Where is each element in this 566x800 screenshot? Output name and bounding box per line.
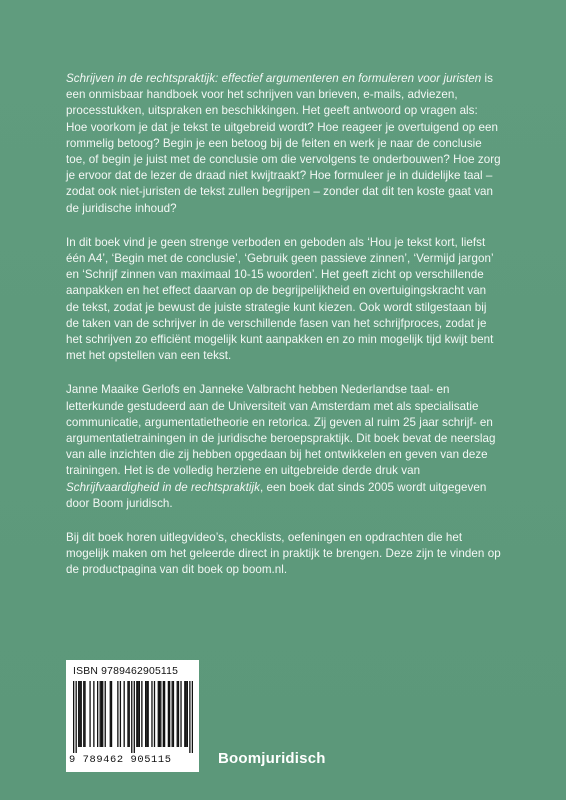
barcode-bar: [184, 681, 185, 747]
barcode-bar: [164, 681, 165, 747]
barcode-bar: [177, 681, 178, 747]
barcode-bar: [79, 681, 80, 747]
barcode-bar: [83, 681, 84, 747]
barcode-bar: [129, 681, 130, 747]
barcode-bar: [76, 681, 77, 753]
barcode-bar: [189, 681, 190, 753]
barcode-bar: [151, 681, 152, 747]
barcode-bar: [146, 681, 147, 747]
barcode-bar: [124, 681, 125, 747]
paragraph-text: , een boek dat sinds 2005 wordt uitgegeven door Boom juridisch.: [66, 480, 487, 510]
barcode-bar: [137, 681, 138, 747]
barcode-bar: [110, 681, 111, 747]
blurb: [66, 71, 502, 597]
barcode-bar: [169, 681, 170, 747]
barcode-bars: [73, 681, 193, 753]
barcode-bar: [134, 681, 135, 753]
isbn-barcode: [66, 660, 199, 772]
barcode-bar: [136, 681, 137, 747]
barcode-bar: [84, 681, 85, 747]
barcode-bar: [158, 681, 159, 747]
barcode-bar: [93, 681, 94, 747]
barcode-bar: [105, 681, 106, 747]
previous-title: Schrijfvaardigheid in de rechtspraktijk: [66, 480, 260, 494]
barcode-bar: [78, 681, 79, 747]
barcode-bar: [192, 681, 193, 753]
barcode-bar: [111, 681, 112, 747]
barcode-bar: [102, 681, 103, 747]
blurb-paragraph-authors: [66, 382, 502, 512]
barcode-bar: [89, 681, 90, 747]
barcode-bar: [187, 681, 188, 747]
isbn-label: ISBN 9789462905115: [73, 666, 179, 677]
barcode-bar: [117, 681, 118, 747]
barcode-bar: [131, 681, 132, 753]
paragraph-text: Bij dit boek horen uitlegvideo’s, checklists, oefeningen en opdrachten die het mogelijk maken om het geleerde direct in praktijk te brengen. Deze zijn te vinden op de productpagina van dit boek op boom.nl.: [66, 531, 501, 577]
barcode-bar: [73, 681, 74, 753]
paragraph-text: Janne Maaike Gerlofs en Janneke Valbracht hebben Nederlandse taal- en letterkunde gestudeerd aan de Universiteit van Amsterdam met als specialisatie communicatie, argumentatietheorie en retorica. Zij geven al ruim 25 jaar schrijf- en argumentatietrainingen in de juridische beroepspraktijk. Dit boek bevat de neerslag van alle inzichten die zij hebben opgedaan bij het ontwikkelen en geven van deze trainingen. Het is de volledig herziene en uitgebreide derde druk van: [66, 383, 496, 478]
isbn-digits: 9 789462 905115: [69, 754, 172, 766]
blurb-paragraph-4: [66, 530, 502, 579]
blurb-paragraph-1: [66, 71, 502, 217]
barcode-bar: [97, 681, 98, 747]
barcode-bar: [141, 681, 142, 747]
barcode-bar: [159, 681, 160, 747]
barcode-bar: [172, 681, 173, 747]
barcode-bar: [173, 681, 174, 747]
barcode-bar: [160, 681, 161, 747]
barcode-bar: [163, 681, 164, 747]
barcode-bar: [139, 681, 140, 747]
barcode-bar: [145, 681, 146, 747]
paragraph-text: In dit boek vind je geen strenge verboden en geboden als ‘Hou je tekst kort, liefst één A4’, ‘Begin met de conclusie’, ‘Gebruik geen passieve zinnen’, ‘Vermijd jargon’ en ‘Schrijf zinnen van maximaal 10-15 woorden’. Het geeft zicht op verschillende aanpakken en het effect daarvan op de begrijpelijkheid en overtuigingskracht van de tekst, zodat je bewust de juiste strategie kunt kiezen. Ook wordt stilgestaan bij de taken van de schrijver in de verschillende fasen van het schrijfproces, zodat je het schrijven zo efficiënt mogelijk kunt aanpakken en zo min mogelijk tijd kwijt bent met het opstellen van een tekst.: [66, 235, 494, 363]
barcode-bar: [154, 681, 155, 747]
barcode-bar: [178, 681, 179, 747]
publisher-logo: Boomjuridisch: [218, 750, 326, 767]
barcode-bar: [101, 681, 102, 747]
barcode-bar: [127, 681, 128, 747]
barcode-bar: [168, 681, 169, 747]
barcode-bar: [81, 681, 82, 747]
barcode-bar: [185, 681, 186, 747]
book-title: Schrijven in de rechtspraktijk: effectief argumenteren en formuleren voor juristen: [66, 72, 482, 85]
barcode-bar: [148, 681, 149, 747]
blurb-paragraph-2: [66, 235, 502, 365]
paragraph-text: is een onmisbaar handboek voor het schrijven van brieven, e-mails, adviezen, processtukken, uitspraken en beschikkingen. Het geeft antwoord op vragen als: Hoe voorkom je dat je tekst te uitgebreid wordt? Hoe reageer je overtuigend op een rommelig betoog? Begin je een betoog bij de feiten en werk je naar de conclusie toe, of begin je juist met de conclusie om die vervolgens te onderbouwen? Hoe zorg je ervoor dat de lezer de draad niet kwijtraakt? Hoe formuleer je in duidelijke taal – zodat ook niet-juristen de tekst zullen begrijpen – zonder dat dit ten koste gaat van de juridische inhoud?: [66, 72, 501, 215]
barcode-bar: [120, 681, 121, 747]
barcode-bar: [100, 681, 101, 747]
barcode-bar: [180, 681, 181, 747]
